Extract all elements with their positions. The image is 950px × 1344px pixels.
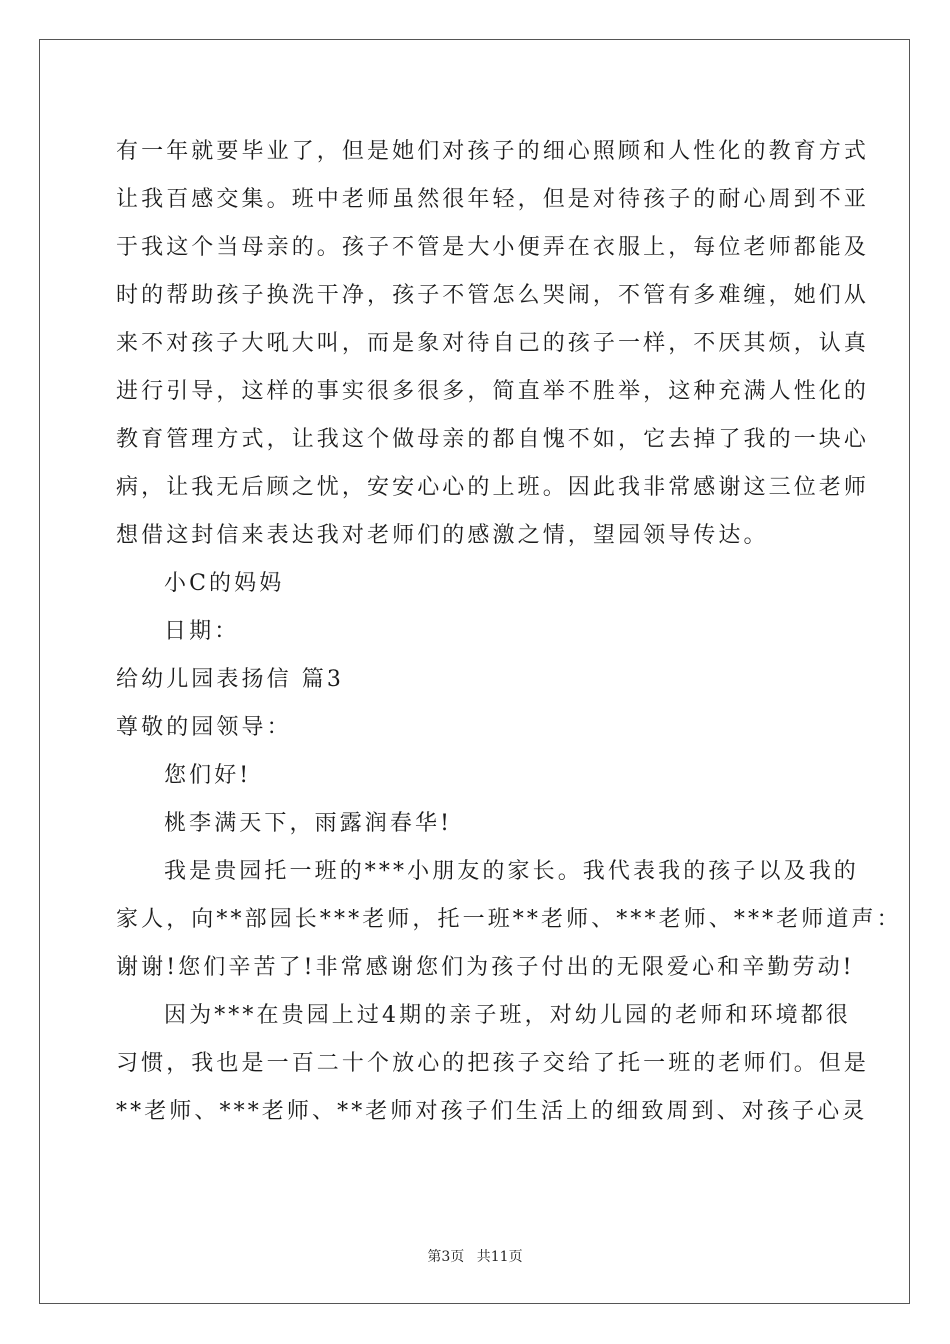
- text-line: 家人，向**部园长***老师，托一班**老师、***老师、***老师道声：: [116, 907, 902, 932]
- text-line: 谢谢!您们辛苦了!非常感谢您们为孩子付出的无限爱心和辛勤劳动!: [116, 955, 855, 980]
- text-line: 桃李满天下，雨露润春华!: [164, 811, 453, 836]
- text-line: 时的帮助孩子换洗干净，孩子不管怎么哭闹，不管有多难缠，她们从: [116, 283, 870, 308]
- text-line: 教育管理方式，让我这个做母亲的都自愧不如，它去掉了我的一块心: [116, 427, 870, 452]
- date-label: 日期：: [164, 619, 240, 644]
- text-line: 我是贵园托一班的***小朋友的家长。我代表我的孩子以及我的: [164, 859, 859, 884]
- section-title: 给幼儿园表扬信 篇3: [116, 667, 344, 692]
- page-number: 第3页: [427, 1249, 465, 1265]
- text-line: **老师、***老师、**老师对孩子们生活上的细致周到、对孩子心灵: [116, 1099, 868, 1124]
- salutation: 尊敬的园领导：: [116, 715, 292, 740]
- text-line: 因为***在贵园上过4期的亲子班，对幼儿园的老师和环境都很: [164, 1003, 851, 1028]
- document-body: [116, 128, 902, 1136]
- signature: 小C的妈妈: [164, 571, 285, 596]
- page-footer: [0, 1246, 950, 1266]
- text-line: 让我百感交集。班中老师虽然很年轻，但是对待孩子的耐心周到不亚: [116, 187, 870, 212]
- text-line: 有一年就要毕业了，但是她们对孩子的细心照顾和人性化的教育方式: [116, 139, 870, 164]
- text-line: 进行引导，这样的事实很多很多，简直举不胜举，这种充满人性化的: [116, 379, 870, 404]
- text-line: 来不对孩子大吼大叫，而是象对待自己的孩子一样，不厌其烦，认真: [116, 331, 870, 356]
- text-line: 想借这封信来表达我对老师们的感激之情，望园领导传达。: [116, 523, 769, 548]
- greeting: 您们好!: [164, 763, 252, 788]
- page-total: 共11页: [476, 1249, 523, 1265]
- text-line: 于我这个当母亲的。孩子不管是大小便弄在衣服上，每位老师都能及: [116, 235, 870, 260]
- text-line: 习惯，我也是一百二十个放心的把孩子交给了托一班的老师们。但是: [116, 1051, 870, 1076]
- text-line: 病，让我无后顾之忧，安安心心的上班。因此我非常感谢这三位老师: [116, 475, 870, 500]
